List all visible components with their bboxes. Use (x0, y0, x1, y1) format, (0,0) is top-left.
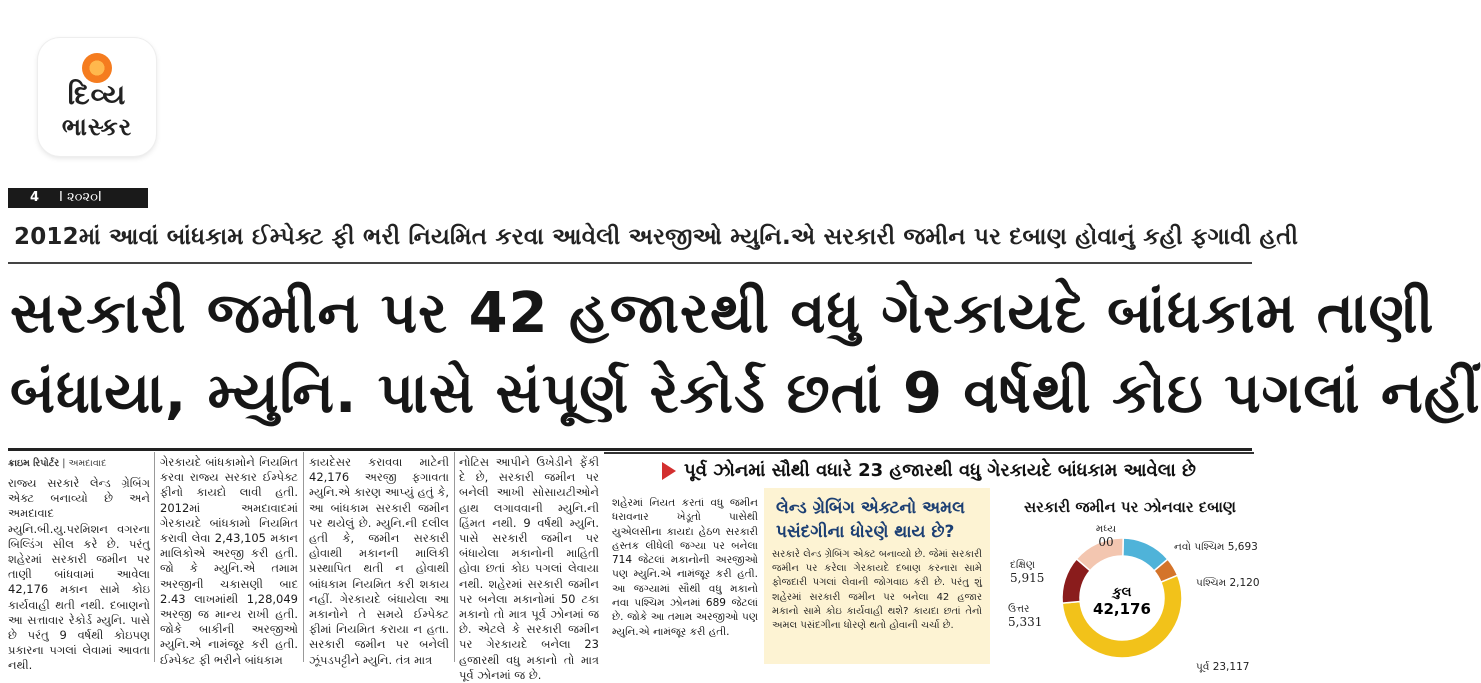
article-column-3: કાયદેસર કરાવવા માટેની 42,176 અરજી ફગાવતા મ્યુનિ.એ કારણ આપ્યું હતું કે, આ બાંધકામ સરકારી જમીન પર થયેલું છે. મ્યુનિ.ની દલીલ હતી કે, જમીન સરકારી હોવાથી મકાનની માલિકી પ્રસ્થાપિત થતી ન હોવાથી બાંધકામ નિયમિત કરી શકાય નહીં. ગેરકાયદે બંધાયેલા આ મકાનોને તે સમયે ઈમ્પેક્ટ ફીમાં નિયમિત કરાયા ન હતા. સરકારી જમીન પર બનેલી ઝૂંપડપટ્ટીને મ્યુનિ. તંત્ર માત્ર (309, 455, 449, 667)
kicker-headline: 2012માં આવાં બાંધકામ ઈમ્પેક્ટ ફી ભરી નિયમિત કરવા આવેલી અરજીઓ મ્યુનિ.એ સરકારી જમીન પર દબાણ હોવાનું કહી ફગાવી હતી (14, 224, 1299, 250)
article-column-1: રાજ્ય સરકારે લેન્ડ ગ્રેબિંગ એક્ટ બનાવ્યો છે અને અમદાવાદ મ્યુનિ.બી.યુ.પરમિશન વગરના બિલ્ડિંગ સીલ કરે છે. પરંતુ શહેરમાં સરકારી જમીન પર તાણી બાંધવામાં આવેલા 42,176 મકાન સામે કોઇ કાર્યવાહી થતી નથી. દબાણનો આ સત્તાવાર રેકોર્ડ મ્યુનિ. પાસે છે પરંતુ 9 વર્ષથી કોઇપણ પ્રકારના પગલાં લેવામાં આવતા નથી. (8, 476, 150, 673)
info-box-text: શહેરમાં નિયત કરતાં વધુ જમીન ધરાવનાર ખેડૂતો પાસેથી યુએલસીના કાયદા હેઠળ સરકારી હસ્તક લીધેલી જગ્યા પર બનેલા 714 જેટલાં મકાનોની અરજીઓ પણ મ્યુનિ.એ નામંજૂર કરી હતી. આ જગ્યામાં સૌથી વધુ મકાનો નવા પશ્ચિમ ઝોનમાં 689 જેટલાં છે. જોકે આ તમામ અરજીઓ પણ મ્યુનિ.એ નામંજૂર કરી હતી. (612, 497, 758, 638)
slice-value: 5,331 (1008, 615, 1043, 629)
info-box-title: પૂર્વ ઝોનમાં સૌથી વધારે 23 હજારથી વધુ ગેરકાયદે બાંધકામ આવેલા છે (604, 452, 1254, 486)
column-divider (454, 452, 455, 662)
arrow-icon (662, 462, 676, 480)
headline-line-2: બંધાયા, મ્યુનિ. પાસે સંપૂર્ણ રેકોર્ડ છતાં 9 વર્ષથી કોઇ પગલાં નહીં (10, 361, 1481, 426)
slice-label: ઉત્તર (1008, 603, 1030, 615)
slice-label: મધ્ય (1095, 523, 1117, 535)
question-panel (764, 488, 990, 664)
byline-city: અમદાવાદ (68, 458, 107, 469)
divider (8, 448, 1252, 451)
slice-label: દક્ષિણ (1010, 559, 1036, 571)
question-heading: લેન્ડ ગ્રેબિંગ એક્ટનો અમલ પસંદગીના ધોરણે થાય છે? (776, 498, 966, 542)
page-number: 4 I ૨૦૨૦I (8, 188, 148, 208)
article-column-2: ગેરકાયદે બાંધકામોને નિયમિત કરવા રાજ્ય સરકાર ઈમ્પેક્ટ ફીનો કાયદો લાવી હતી. 2012માં અમદાવાદમાં ગેરકાયદે બાંધકામો નિયમિત કરાવી લેવા 2,43,105 મકાન માલિકોએ અરજી કરી હતી. જો કે મ્યુનિ.એ તમામ અરજીની ચકાસણી બાદ 2.43 લાખમાંથી 1,28,049 અરજી જ માન્ય રાખી હતી. જોકે બાકીની અરજીઓ મ્યુનિ.એ નામંજૂર કરી હતી. ઈમ્પેક્ટ ફી ભરીને બાંધકામ (160, 455, 298, 667)
slice-value: 00 (1098, 535, 1114, 549)
info-box (604, 452, 1260, 673)
app-logo (38, 38, 156, 156)
chart-total: 42,176 (1093, 600, 1151, 618)
slice-label: નવો પશ્ચિમ 5,693 (1174, 541, 1258, 553)
byline-reporter: ક્રાઇમ રિપોર્ટર (8, 458, 60, 469)
divider (8, 262, 1252, 264)
slice-value: 5,915 (1010, 571, 1045, 585)
page-strip (8, 188, 1252, 208)
slice-label: પૂર્વ 23,117 (1196, 661, 1250, 673)
page-date: I ૨૦૨૦I (59, 190, 102, 205)
logo-line-2: ભાસ્કર (61, 113, 133, 141)
zone-pie-chart (1006, 518, 1260, 673)
byline: ક્રાઇમ રિપોર્ટર | અમદાવાદ (8, 458, 107, 469)
chart-center-label: કુલ (1112, 585, 1132, 600)
slice-label: પશ્ચિમ 2,120 (1196, 577, 1260, 589)
question-text: સરકારે લેન્ડ ગ્રેબિંગ એક્ટ બનાવ્યો છે. જેમાં સરકારી જમીન પર કરેલા ગેરકાયદે દબાણ કરનારા સામે ફોજદારી પગલાં લેવાની જોગવાઇ કરી છે. પરંતુ શું શહેરમાં સરકારી જમીન પર બનેલા 42 હજાર મકાનો સામે કોઇ કાર્યવાહી થશે? કાયદા છતાં તેનો અમલ પસંદગીના ધોરણે થતો હોવાની ચર્ચા છે. (772, 549, 982, 632)
column-divider (154, 452, 155, 662)
chart-title: સરકારી જમીન પર ઝોનવાર દબાણ (1023, 498, 1237, 516)
article-column-4: નોટિસ આપીને ઉખેડીને ફેંકી દે છે, સરકારી જમીન પર બનેલી આખી સોસાયટીઓને હાથ લગાવવાની મ્યુનિ.ની હિંમત નથી. 9 વર્ષથી મ્યુનિ. પાસે સરકારી જમીન પર બંધાયેલા મકાનોની માહિતી હોવા છતાં કોઇ પગલાં લેવાયા નથી. શહેરમાં સરકારી જમીન પર બનેલા મકાનોમાં 50 ટકા મકાનો તો માત્ર પૂર્વ ઝોનમાં જ છે. એટલે કે સરકારી જમીન પર ગેરકાયદે બનેલા 23 હજારથી વધુ મકાનો તો માત્ર પૂર્વ ઝોનમાં જ છે. (459, 455, 599, 682)
logo-line-1: દિવ્ય (67, 78, 127, 111)
column-divider (303, 452, 304, 662)
headline-line-1: સરકારી જમીન પર 42 હજારથી વધુ ગેરકાયદે બાંધકામ તાણી (10, 281, 1435, 346)
